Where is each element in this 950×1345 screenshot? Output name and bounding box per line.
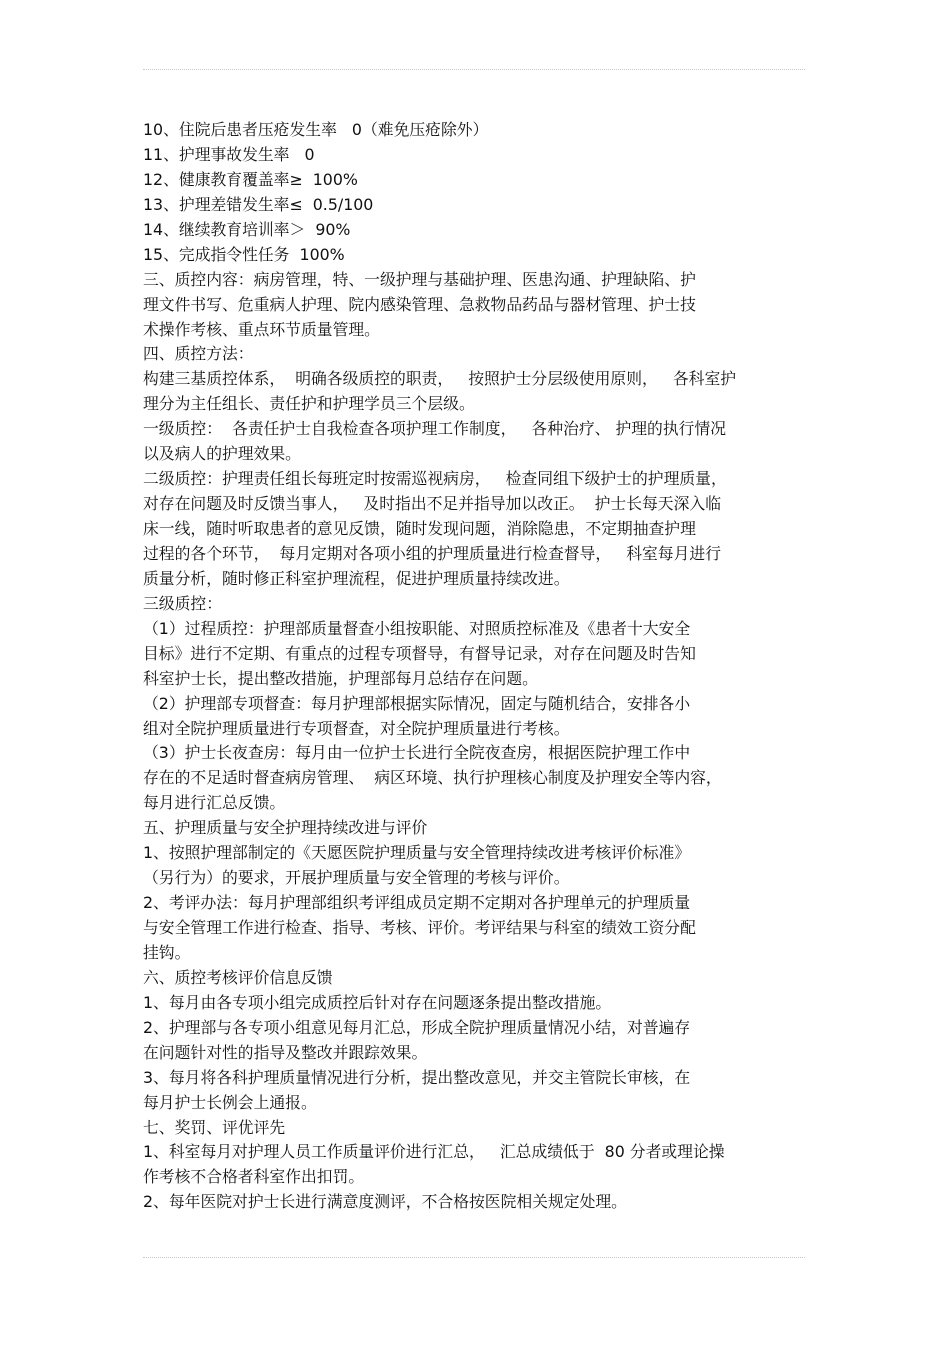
text-line: 在问题针对性的指导及整改并跟踪效果。 [143, 1042, 428, 1062]
text-line: 1、按照护理部制定的《天愿医院护理质量与安全管理持续改进考核评价标准》 [143, 843, 691, 863]
text-line: （1）过程质控：护理部质量督查小组按职能、对照质控标准及《患者十大安全 [143, 618, 691, 638]
text-line: 质量分析，随时修正科室护理流程，促进护理质量持续改进。 [143, 568, 570, 588]
text-line: 12、健康教育覆盖率≥ 100% [143, 169, 358, 189]
header-rule [143, 69, 805, 70]
text-line: 七、奖罚、评优评先 [143, 1117, 286, 1137]
text-line: 对存在问题及时反馈当事人， 及时指出不足并指导加以改正。 护士长每天深入临 [143, 494, 721, 514]
text-line: 2、考评办法：每月护理部组织考评组成员定期不定期对各护理单元的护理质量 [143, 893, 691, 913]
text-line: 三、质控内容：病房管理，特、一级护理与基础护理、医患沟通、护理缺陷、护 [143, 269, 696, 289]
text-line: 10、住院后患者压疮发生率 0（难免压疮除外） [143, 120, 489, 139]
text-line: 四、质控方法： [143, 344, 254, 364]
text-line: 存在的不足适时督查病房管理、 病区环境、执行护理核心制度及护理安全等内容， [143, 768, 722, 788]
text-line: 3、每月将各科护理质量情况进行分析，提出整改意见，并交主管院长审核，在 [143, 1067, 691, 1087]
text-line: 组对全院护理质量进行专项督查，对全院护理质量进行考核。 [143, 718, 570, 738]
text-line: 13、护理差错发生率≤ 0.5/100 [143, 194, 374, 214]
text-line: 作考核不合格者科室作出扣罚。 [143, 1167, 365, 1187]
text-line: （2）护理部专项督查：每月护理部根据实际情况，固定与随机结合，安排各小 [143, 693, 691, 713]
text-line: 五、护理质量与安全护理持续改进与评价 [143, 818, 428, 838]
text-line: 理文件书写、危重病人护理、院内感染管理、急救物品药品与器材管理、护士技 [143, 294, 696, 314]
text-line: 过程的各个环节， 每月定期对各项小组的护理质量进行检查督导， 科室每月进行 [143, 543, 721, 563]
text-line: 11、护理事故发生率 0 [143, 144, 315, 164]
text-line: 1、每月由各专项小组完成质控后针对存在问题逐条提出整改措施。 [143, 992, 612, 1012]
text-line: 三级质控： [143, 593, 222, 613]
text-line: 挂钩。 [143, 942, 191, 962]
text-line: 六、质控考核评价信息反馈 [143, 967, 333, 987]
text-line: 床一线，随时听取患者的意见反馈，随时发现问题，消除隐患，不定期抽查护理 [143, 519, 696, 538]
document-body [143, 118, 813, 1215]
text-line: 1、科室每月对护理人员工作质量评价进行汇总， 汇总成绩低于 80 分者或理论操 [143, 1142, 725, 1162]
text-line: 2、每年医院对护士长进行满意度测评，不合格按医院相关规定处理。 [143, 1192, 627, 1212]
text-line: （3）护士长夜查房：每月由一位护士长进行全院夜查房，根据医院护理工作中 [143, 743, 691, 763]
text-line: 每月护士长例会上通报。 [143, 1092, 317, 1112]
text-line: 构建三基质控体系， 明确各级质控的职责， 按照护士分层级使用原则， 各科室护 [143, 369, 737, 389]
footer-rule [143, 1257, 805, 1258]
text-line: 理分为主任组长、责任护和护理学员三个层级。 [143, 394, 475, 414]
text-line: 术操作考核、重点环节质量管理。 [143, 319, 380, 339]
text-line: 二级质控：护理责任组长每班定时按需巡视病房， 检查同组下级护士的护理质量， [143, 469, 727, 489]
text-line: （另行为）的要求，开展护理质量与安全管理的考核与评价。 [143, 868, 570, 888]
text-line: 每月进行汇总反馈。 [143, 793, 286, 813]
text-line: 14、继续教育培训率＞ 90% [143, 219, 351, 239]
text-line: 与安全管理工作进行检查、指导、考核、评价。考评结果与科室的绩效工资分配 [143, 918, 696, 937]
text-line: 目标》进行不定期、有重点的过程专项督导，有督导记录，对存在问题及时告知 [143, 643, 696, 663]
text-line: 一级质控： 各责任护士自我检查各项护理工作制度， 各种治疗、 护理的执行情况 [143, 419, 727, 439]
text-line: 以及病人的护理效果。 [143, 444, 301, 464]
text-line: 2、护理部与各专项小组意见每月汇总，形成全院护理质量情况小结，对普遍存 [143, 1017, 691, 1037]
text-line: 15、完成指令性任务 100% [143, 244, 345, 264]
text-line: 科室护士长，提出整改措施，护理部每月总结存在问题。 [143, 668, 538, 688]
